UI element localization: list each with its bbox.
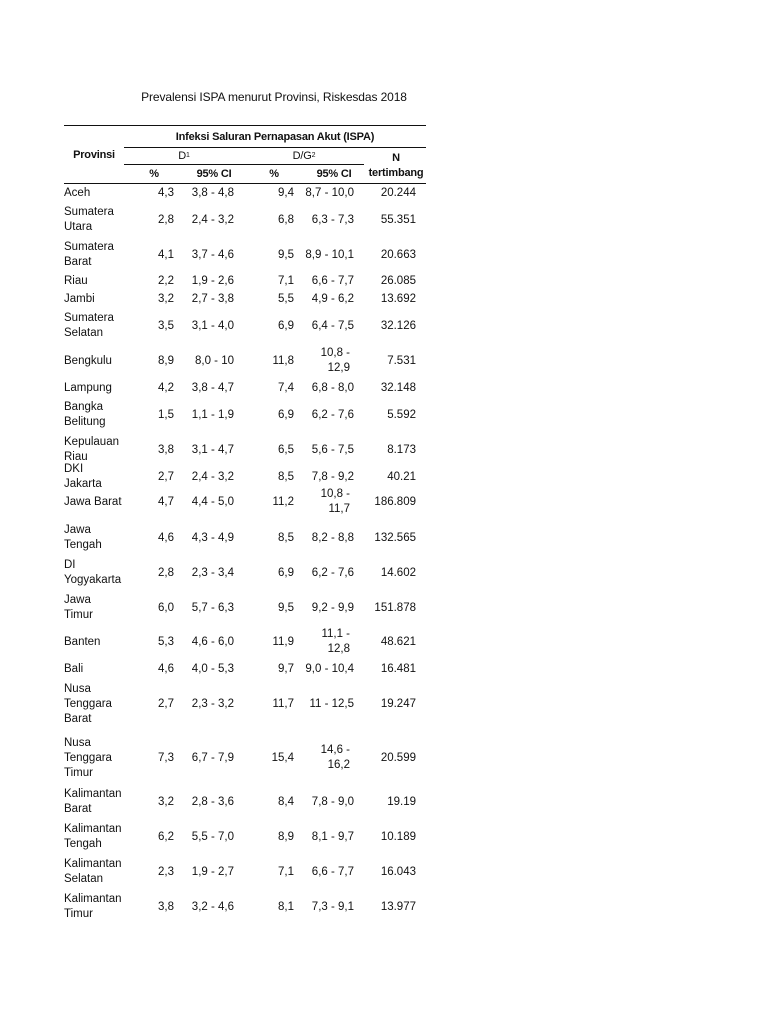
- cell-d-pct: 2,3: [158, 865, 174, 878]
- header-dg-pct: %: [269, 168, 279, 180]
- header-dg: D/G 2: [292, 150, 316, 162]
- cell-d-ci: 6,7 - 7,9: [191, 751, 234, 764]
- cell-n: 20.244: [380, 186, 416, 199]
- cell-dg-ci: 6,4 - 7,5: [311, 319, 354, 332]
- cell-provinsi: Sumatera Barat: [64, 241, 114, 268]
- cell-n: 13.977: [380, 900, 416, 913]
- table-title: Prevalensi ISPA menurut Provinsi, Riskesdas 2018: [141, 90, 407, 104]
- cell-d-pct: 2,7: [158, 697, 174, 710]
- cell-dg-pct: 7,1: [278, 865, 294, 878]
- cell-dg-pct: 11,2: [272, 495, 294, 508]
- header-d-pct: %: [149, 168, 159, 180]
- cell-provinsi: DKI Jakarta: [64, 463, 102, 490]
- cell-d-pct: 4,2: [158, 381, 174, 394]
- cell-provinsi: Banten: [64, 635, 101, 648]
- cell-dg-ci: 11 - 12,5: [309, 697, 354, 710]
- cell-n: 20.663: [380, 248, 416, 261]
- top-rule: [64, 125, 426, 126]
- cell-dg-ci: 6,2 - 7,6: [311, 408, 354, 421]
- cell-provinsi: Sumatera Utara: [64, 206, 114, 233]
- cell-n: 40.21: [387, 470, 416, 483]
- cell-n: 26.085: [380, 274, 416, 287]
- header-d-ci: 95% CI: [196, 168, 232, 180]
- cell-d-pct: 3,8: [158, 443, 174, 456]
- cell-provinsi: Aceh: [64, 186, 91, 199]
- cell-provinsi: Sumatera Selatan: [64, 312, 114, 339]
- cell-d-ci: 4,3 - 4,9: [191, 531, 234, 544]
- cell-d-ci: 3,1 - 4,7: [191, 443, 234, 456]
- cell-provinsi: Bangka Belitung: [64, 401, 106, 428]
- cell-dg-ci: 6,2 - 7,6: [311, 566, 354, 579]
- cell-d-ci: 4,6 - 6,0: [191, 635, 234, 648]
- cell-dg-ci: 6,6 - 7,7: [311, 274, 354, 287]
- cell-dg-ci: 8,7 - 10,0: [305, 186, 354, 199]
- cell-n: 55.351: [380, 213, 416, 226]
- cell-provinsi: Jawa Tengah: [64, 524, 102, 551]
- cell-n: 151.878: [374, 601, 416, 614]
- cell-dg-ci: 6,8 - 8,0: [311, 381, 354, 394]
- cell-d-pct: 3,2: [158, 795, 174, 808]
- cell-d-ci: 5,5 - 7,0: [191, 830, 234, 843]
- cell-dg-pct: 6,5: [278, 443, 294, 456]
- header-n: N: [392, 152, 400, 164]
- cell-dg-pct: 9,5: [278, 248, 294, 261]
- cell-dg-pct: 8,5: [278, 470, 294, 483]
- cell-provinsi: Kalimantan Timur: [64, 893, 122, 920]
- cell-d-pct: 6,0: [158, 601, 174, 614]
- cell-dg-pct: 6,9: [278, 319, 294, 332]
- cell-n: 19.247: [380, 697, 416, 710]
- cell-provinsi: Kalimantan Barat: [64, 788, 122, 815]
- cell-n: 186.809: [374, 495, 416, 508]
- cell-n: 8.173: [387, 443, 416, 456]
- cell-provinsi: Lampung: [64, 381, 112, 394]
- cell-n: 132.565: [374, 531, 416, 544]
- cell-d-ci: 3,2 - 4,6: [191, 900, 234, 913]
- cell-n: 32.148: [380, 381, 416, 394]
- cell-dg-ci: 7,3 - 9,1: [311, 900, 354, 913]
- cell-d-ci: 4,0 - 5,3: [191, 662, 234, 675]
- cell-d-ci: 8,0 - 10: [195, 354, 234, 367]
- cell-dg-pct: 11,9: [272, 635, 294, 648]
- cell-d-pct: 4,6: [158, 662, 174, 675]
- cell-dg-ci: 10,8 - 11,7: [320, 488, 350, 515]
- cell-dg-ci: 8,1 - 9,7: [311, 830, 354, 843]
- cell-provinsi: Nusa Tenggara Barat: [64, 682, 112, 725]
- cell-n: 16.481: [380, 662, 416, 675]
- cell-provinsi: Jambi: [64, 292, 95, 305]
- cell-dg-ci: 4,9 - 6,2: [311, 292, 354, 305]
- cell-d-pct: 1,5: [158, 408, 174, 421]
- cell-provinsi: Kalimantan Tengah: [64, 823, 122, 850]
- cell-provinsi: Jawa Timur: [64, 594, 93, 621]
- header-d: D 1: [178, 150, 190, 162]
- cell-n: 48.621: [380, 635, 416, 648]
- cell-d-ci: 1,1 - 1,9: [191, 408, 234, 421]
- cell-d-ci: 5,7 - 6,3: [191, 601, 234, 614]
- cell-d-ci: 2,3 - 3,4: [191, 566, 234, 579]
- cell-d-ci: 4,4 - 5,0: [191, 495, 234, 508]
- cell-dg-ci: 5,6 - 7,5: [311, 443, 354, 456]
- cell-d-pct: 5,3: [158, 635, 174, 648]
- cell-d-pct: 2,8: [158, 213, 174, 226]
- subheader-rule: [124, 164, 364, 165]
- cell-provinsi: Bengkulu: [64, 354, 112, 367]
- cell-d-pct: 4,3: [158, 186, 174, 199]
- cell-d-ci: 3,8 - 4,8: [191, 186, 234, 199]
- cell-dg-ci: 7,8 - 9,0: [311, 795, 354, 808]
- cell-n: 14.602: [380, 566, 416, 579]
- cell-dg-ci: 6,3 - 7,3: [311, 213, 354, 226]
- cell-d-pct: 6,2: [158, 830, 174, 843]
- cell-d-pct: 7,3: [158, 751, 174, 764]
- cell-d-pct: 4,1: [158, 248, 174, 261]
- cell-dg-ci: 9,0 - 10,4: [305, 662, 354, 675]
- cell-n: 13.692: [380, 292, 416, 305]
- cell-n: 16.043: [380, 865, 416, 878]
- group-rule: [124, 147, 426, 148]
- cell-n: 10.189: [380, 830, 416, 843]
- cell-d-pct: 8,9: [158, 354, 174, 367]
- cell-d-ci: 1,9 - 2,7: [191, 865, 234, 878]
- cell-d-ci: 2,4 - 3,2: [191, 470, 234, 483]
- cell-d-pct: 3,8: [158, 900, 174, 913]
- cell-provinsi: Riau: [64, 274, 88, 287]
- cell-provinsi: Jawa Barat: [64, 495, 122, 508]
- cell-dg-pct: 7,1: [278, 274, 294, 287]
- cell-dg-pct: 6,9: [278, 408, 294, 421]
- cell-dg-ci: 8,2 - 8,8: [311, 531, 354, 544]
- cell-dg-pct: 9,7: [278, 662, 294, 675]
- cell-dg-ci: 14,6 - 16,2: [320, 744, 350, 771]
- header-dg-ci: 95% CI: [316, 168, 352, 180]
- cell-provinsi: Bali: [64, 662, 84, 675]
- cell-dg-pct: 11,7: [272, 697, 294, 710]
- cell-n: 19.19: [387, 795, 416, 808]
- cell-dg-ci: 7,8 - 9,2: [311, 470, 354, 483]
- cell-dg-pct: 15,4: [271, 751, 294, 764]
- cell-dg-pct: 8,1: [278, 900, 294, 913]
- header-bottom-rule: [64, 183, 426, 184]
- cell-dg-pct: 6,9: [278, 566, 294, 579]
- header-group-ispa: Infeksi Saluran Pernapasan Akut (ISPA): [175, 131, 375, 143]
- header-provinsi: Provinsi: [73, 149, 115, 161]
- cell-d-pct: 4,7: [158, 495, 174, 508]
- cell-d-ci: 1,9 - 2,6: [191, 274, 234, 287]
- cell-d-pct: 2,7: [158, 470, 174, 483]
- cell-n: 20.599: [380, 751, 416, 764]
- cell-d-ci: 2,8 - 3,6: [191, 795, 234, 808]
- cell-d-ci: 3,7 - 4,6: [191, 248, 234, 261]
- cell-d-pct: 3,2: [158, 292, 174, 305]
- cell-d-ci: 2,3 - 3,2: [191, 697, 234, 710]
- cell-dg-pct: 9,4: [278, 186, 294, 199]
- cell-d-pct: 2,2: [158, 274, 174, 287]
- header-n-tertimbang: tertimbang: [368, 167, 424, 179]
- cell-provinsi: DI Yogyakarta: [64, 559, 122, 586]
- cell-n: 32.126: [380, 319, 416, 332]
- cell-provinsi: Kalimantan Selatan: [64, 858, 122, 885]
- cell-dg-ci: 10,8 - 12,9: [320, 347, 350, 374]
- cell-dg-ci: 9,2 - 9,9: [311, 601, 354, 614]
- cell-dg-pct: 7,4: [278, 381, 294, 394]
- cell-d-ci: 2,4 - 3,2: [191, 213, 234, 226]
- cell-dg-ci: 8,9 - 10,1: [305, 248, 354, 261]
- cell-dg-pct: 8,5: [278, 531, 294, 544]
- cell-d-ci: 2,7 - 3,8: [191, 292, 234, 305]
- cell-d-pct: 4,6: [158, 531, 174, 544]
- cell-d-ci: 3,1 - 4,0: [191, 319, 234, 332]
- cell-d-ci: 3,8 - 4,7: [191, 381, 234, 394]
- cell-n: 7.531: [387, 354, 416, 367]
- cell-n: 5.592: [387, 408, 416, 421]
- cell-dg-ci: 6,6 - 7,7: [311, 865, 354, 878]
- cell-provinsi: Nusa Tenggara Timur: [64, 736, 112, 779]
- cell-dg-pct: 6,8: [278, 213, 294, 226]
- cell-provinsi: Kepulauan Riau: [64, 436, 119, 463]
- cell-dg-ci: 11,1 - 12,8: [321, 628, 350, 655]
- cell-d-pct: 2,8: [158, 566, 174, 579]
- cell-dg-pct: 8,4: [278, 795, 294, 808]
- cell-dg-pct: 8,9: [278, 830, 294, 843]
- cell-dg-pct: 5,5: [278, 292, 294, 305]
- cell-dg-pct: 11,8: [272, 354, 294, 367]
- cell-d-pct: 3,5: [158, 319, 174, 332]
- cell-dg-pct: 9,5: [278, 601, 294, 614]
